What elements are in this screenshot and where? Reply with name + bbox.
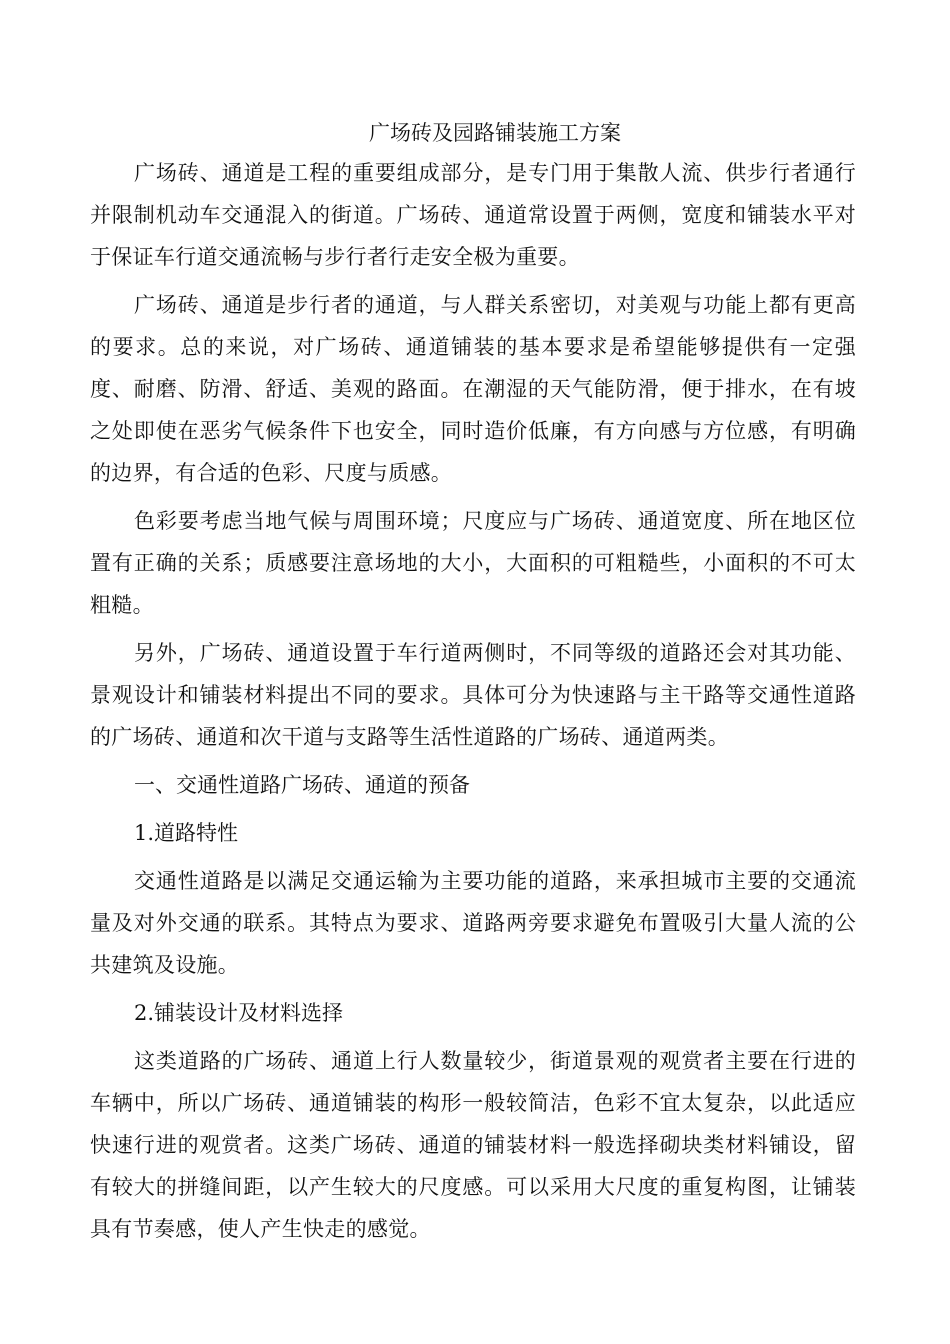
paragraph: 这类道路的广场砖、通道上行人数量较少，街道景观的观赏者主要在行进的车辆中，所以广场砖、通道铺装的构形一般较简洁，色彩不宜太复杂，以此适应快速行进的观赏者。这类广场砖、通道的铺装材料一般选择砌块类材料铺设，留有较大的拼缝间距，以产生较大的尺度感。可以采用大尺度的重复构图，让铺装具有节奏感，使人产生快走的感觉。 <box>90 1049 856 1241</box>
document-title: 广场砖及园路铺装施工方案 <box>369 121 621 145</box>
section-heading: 一、交通性道路广场砖、通道的预备 <box>134 773 470 797</box>
paragraph: 另外，广场砖、通道设置于车行道两侧时，不同等级的道路还会对其功能、景观设计和铺装材料提出不同的要求。具体可分为快速路与主干路等交通性道路的广场砖、通道和次干道与支路等生活性道路的广场砖、通道两类。 <box>90 641 856 749</box>
paragraph: 广场砖、通道是工程的重要组成部分，是专门用于集散人流、供步行者通行并限制机动车交通混入的街道。广场砖、通道常设置于两侧，宽度和铺装水平对于保证车行道交通流畅与步行者行走安全极为重要。 <box>90 161 856 269</box>
paragraph: 色彩要考虑当地气候与周围环境；尺度应与广场砖、通道宽度、所在地区位置有正确的关系；质感要注意场地的大小，大面积的可粗糙些，小面积的不可太粗糙。 <box>90 509 856 617</box>
subsection-heading: 2.铺装设计及材料选择 <box>134 1001 344 1025</box>
document-page <box>90 115 856 1256</box>
paragraph: 广场砖、通道是步行者的通道，与人群关系密切，对美观与功能上都有更高的要求。总的来说，对广场砖、通道铺装的基本要求是希望能够提供有一定强度、耐磨、防滑、舒适、美观的路面。在潮湿的天气能防滑，便于排水，在有坡之处即使在恶劣气候条件下也安全，同时造价低廉，有方向感与方位感，有明确的边界，有合适的色彩、尺度与质感。 <box>90 293 856 485</box>
paragraph: 交通性道路是以满足交通运输为主要功能的道路，来承担城市主要的交通流量及对外交通的联系。其特点为要求、道路两旁要求避免布置吸引大量人流的公共建筑及设施。 <box>90 869 856 977</box>
subsection-heading: 1.道路特性 <box>134 821 239 845</box>
